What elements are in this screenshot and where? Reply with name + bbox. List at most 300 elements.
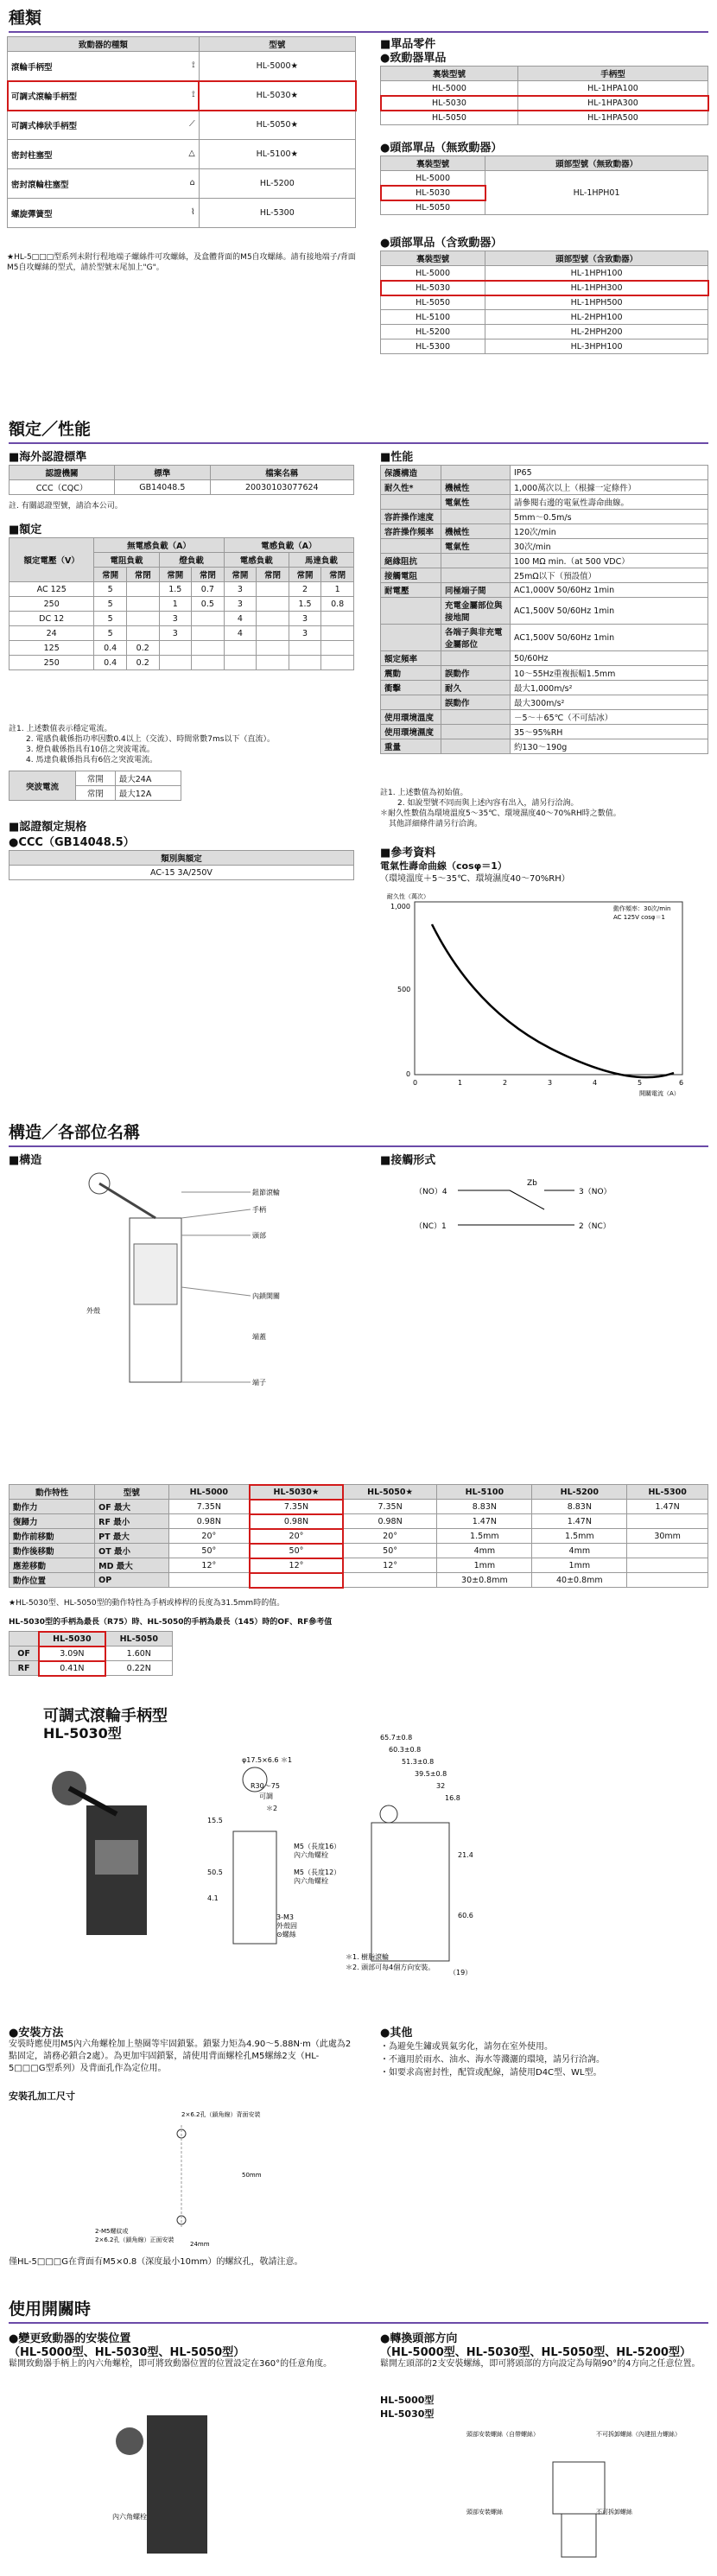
rating-col: 常閉 (321, 568, 354, 582)
install-title: ●安裝方法 (9, 2027, 64, 2040)
act-title: ●致動器單品 (380, 52, 447, 65)
contact-line (510, 1190, 544, 1209)
change-text: 鬆開致動器手柄上的內六角螺栓，即可將致動器位置的位置設定在360°的任意角度。 (9, 2359, 333, 2369)
types-row: 密封滾輪柱塞型 ⌂ (8, 169, 200, 199)
rating-cell (126, 582, 159, 597)
dim-val: 可調 (259, 1792, 273, 1800)
op-cell: 30±0.8mm (437, 1573, 532, 1588)
dim-val: 21.4 (458, 1851, 473, 1859)
label-terminal: 端子 (252, 1379, 266, 1386)
ref-cell: 1.60N (105, 1646, 172, 1661)
rating-cell: 250 (10, 656, 94, 670)
head2-table (380, 251, 708, 354)
dim-val: ⊙螺絲 (276, 1931, 296, 1938)
types-row: 密封柱塞型 △ (8, 140, 200, 169)
cert-cell: CCC（CQC） (10, 480, 115, 495)
hole-drawing (86, 2108, 276, 2255)
op-header: HL-5300 (627, 1485, 708, 1500)
ref-cell: 3.09N (39, 1646, 105, 1661)
dim-note: ＊2. 頭部可每4個方向安裝。 (346, 1964, 435, 1971)
side-roller (380, 1805, 397, 1823)
head1-cell: HL-5030 (381, 186, 485, 200)
other-item: ・不適用於雨水、油水、海水等濺灑的環境，請另行洽詢。 (380, 2055, 605, 2065)
cert-cell: GB14048.5 (115, 480, 211, 495)
op-cell: 動作後移動 (10, 1544, 95, 1558)
rotate-m1: HL-5000型 (380, 2395, 435, 2406)
perf-sub (441, 554, 511, 568)
rating-cell: 5 (94, 612, 127, 626)
section-rated: 額定／性能 (9, 416, 708, 444)
types-header-1: 致動器的種類 (8, 37, 200, 52)
head1-h2: 頭部型號（無致動器） (485, 156, 708, 171)
rating-cell: 250 (10, 597, 94, 612)
rating-col: 常閉 (192, 568, 225, 582)
perf-val: AC1,500V 50/60Hz 1min (511, 625, 708, 651)
other-list (380, 2040, 708, 2079)
head1-h1: 裏裝型號 (381, 156, 485, 171)
op-cell: 1.47N (437, 1514, 532, 1529)
op-cell (343, 1573, 437, 1588)
types-model: HL-5030★ (199, 81, 355, 111)
perf-item (381, 495, 441, 510)
rating-h: 電感負載（A） (224, 538, 353, 553)
head2-cell: HL-1HPH500 (485, 295, 708, 310)
inrush-h: 突波電流 (10, 771, 76, 801)
dim-val: 內六角螺栓 (294, 1877, 328, 1885)
dim-val: 內六角螺栓 (294, 1851, 328, 1859)
op-cell: 7.35N (168, 1500, 250, 1514)
dim-val: 60.6 (458, 1912, 473, 1919)
op-cell (627, 1558, 708, 1573)
head2-cell: HL-3HPH100 (485, 339, 708, 354)
rating-cell (192, 626, 225, 641)
op-cell: 1.5mm (532, 1529, 627, 1544)
head1-title: ●頭部單品（無致動器） (380, 142, 503, 155)
rating-cell: 4 (224, 612, 257, 626)
perf-sub: 機械性 (441, 524, 511, 539)
rating-cell: 24 (10, 626, 94, 641)
head2-cell: HL-1HPH300 (485, 281, 708, 295)
label-cover: 端蓋 (252, 1333, 266, 1341)
perf-val: AC1,500V 50/60Hz 1min (511, 598, 708, 625)
rating-cell (257, 656, 289, 670)
perf-sub: 電氣性 (441, 539, 511, 554)
perf-val: 100 MΩ min.（at 500 VDC） (511, 554, 708, 568)
op-cell: 動作前移動 (10, 1529, 95, 1544)
op-cell: 4mm (532, 1544, 627, 1558)
op-cell: 50° (250, 1544, 344, 1558)
perf-item (381, 598, 441, 625)
structure-drawing (52, 1166, 311, 1408)
change-roller (116, 2427, 143, 2455)
curve-xt: 5 (638, 1079, 643, 1087)
perf-sub (441, 710, 511, 725)
curve-xt: 2 (503, 1079, 508, 1087)
curve-xt: 3 (548, 1079, 553, 1087)
dim-val: 3-M3 (276, 1913, 294, 1921)
op-cell (627, 1573, 708, 1588)
perf-sub (441, 725, 511, 739)
curve-frame (415, 902, 682, 1075)
perf-sub: 電氣性 (441, 495, 511, 510)
rating-sub: 馬達負載 (289, 553, 353, 568)
ccc-val: AC-15 3A/250V (10, 866, 354, 880)
rating-sub: 燈負載 (159, 553, 224, 568)
act-cell: HL-5000 (381, 81, 518, 96)
life-curve-line (432, 924, 674, 1077)
rating-cell (289, 656, 321, 670)
op-cell: 4mm (437, 1544, 532, 1558)
rating-cell: 3 (289, 626, 321, 641)
inrush-cell: 常開 (75, 771, 115, 786)
install-text: 安裝時應使用M5內六角螺栓加上墊圈等牢固鎖緊。鎖緊力矩為4.90～5.88N·m（此處為2點固定，請務必鎖合2處）。為更加牢固鎖緊，請使用背面螺栓孔M5螺絲2支（HL-5□□□G型系列）及背面孔作為定位用。 (9, 2040, 352, 2073)
perf-val: 10～55Hz重複振幅1.5mm (511, 666, 708, 681)
head2-cell: HL-1HPH100 (485, 266, 708, 281)
perf-sub: 充電金屬部位與接地間 (441, 598, 511, 625)
perf-note: 註1. 上述數值為初始值。 (380, 789, 468, 797)
op-header: HL-5000 (168, 1485, 250, 1500)
curve-title: ■參考資料 (380, 847, 436, 860)
op-note: ★HL-5030型、HL-5050型的動作特性為手柄或棒桿的長度為31.5mm時的值。 (9, 1599, 285, 1608)
perf-item: 使用環境溫度 (381, 710, 441, 725)
curve-ylabel: 耐久性（萬次） (387, 893, 429, 900)
head2-cell: HL-5100 (381, 310, 485, 325)
perf-sub: 誤動作 (441, 695, 511, 710)
rating-cell: 5 (94, 597, 127, 612)
install-text2: 僅HL-5□□□G在背面有M5×0.8（深度最小10mm）的螺紋孔，敬請注意。 (9, 2257, 303, 2267)
perf-sub (441, 466, 511, 480)
side-view (371, 1823, 449, 1961)
contact-title: ■接觸形式 (380, 1154, 436, 1167)
perf-title: ■性能 (380, 451, 414, 464)
perf-val: 120次/min (511, 524, 708, 539)
curve-xlabel: 開關電流（A） (639, 1090, 680, 1097)
inrush-cell: 最大24A (115, 771, 181, 786)
rotate-title: ●轉換頭部方向 (380, 2332, 458, 2345)
perf-item: 額定頻率 (381, 651, 441, 666)
rating-cell: 3 (224, 597, 257, 612)
cert-table (9, 465, 354, 495)
inrush-cell: 常閉 (75, 786, 115, 801)
op-cell: 8.83N (437, 1500, 532, 1514)
cert-h: 標準 (115, 466, 211, 480)
op-cell (168, 1573, 250, 1588)
cert-h: 認證機關 (10, 466, 115, 480)
op-cell: 50° (343, 1544, 437, 1558)
ref-h: HL-5030 (39, 1632, 105, 1646)
section-usage: 使用開關時 (9, 2296, 708, 2324)
curve-legend1: 動作頻率：30次/min (613, 905, 671, 912)
op-cell (250, 1573, 344, 1588)
head1-cell: HL-5050 (381, 200, 485, 215)
rating-col: 常開 (159, 568, 192, 582)
rating-cell (321, 656, 354, 670)
op-cell: MD 最大 (95, 1558, 168, 1573)
rating-cell: 5 (94, 626, 127, 641)
perf-sub (441, 651, 511, 666)
op-header: HL-5100 (437, 1485, 532, 1500)
ccc-sub: ●CCC（GB14048.5） (9, 836, 135, 849)
dim-val: ＊2 (266, 1805, 278, 1812)
head2-cell: HL-2HPH100 (485, 310, 708, 325)
curve-xticks (413, 1079, 683, 1087)
perf-item: 保護構造 (381, 466, 441, 480)
op-cell: 0.98N (343, 1514, 437, 1529)
rating-note: 4. 馬達負載係指具有6倍之突波電流。 (26, 756, 158, 765)
op-cell: 12° (168, 1558, 250, 1573)
hole-label: 24mm (190, 2241, 210, 2248)
curve-yt: 500 (397, 986, 411, 993)
contact-zb: Zb (527, 1179, 537, 1188)
rating-cell: 0.4 (94, 641, 127, 656)
head2-h1: 裏裝型號 (381, 251, 485, 266)
act-cell: HL-5050 (381, 111, 518, 125)
op-cell: 50° (168, 1544, 250, 1558)
rating-note: 3. 燈負載係指具有10倍之突波電流。 (26, 746, 155, 754)
ref-cell: 0.22N (105, 1661, 172, 1676)
perf-sub (441, 568, 511, 583)
rating-sub: 電感負載 (224, 553, 289, 568)
rating-note: 註1. 上述數值表示穩定電流。 (9, 725, 112, 733)
rating-cell (224, 656, 257, 670)
rating-cell (126, 612, 159, 626)
rating-cell: 125 (10, 641, 94, 656)
rating-cell: 1.5 (289, 597, 321, 612)
rating-sub: 電阻負載 (94, 553, 159, 568)
rating-notes (9, 724, 354, 765)
perf-notes (380, 788, 708, 829)
perf-val: 35～95%RH (511, 725, 708, 739)
contact-nc2: 2（NC） (579, 1222, 611, 1231)
types-row-highlight: 可調式滾輪手柄型 ⟟ (8, 81, 200, 111)
op-table (9, 1484, 708, 1588)
rating-cell: 0.4 (94, 656, 127, 670)
op-cell: 0.98N (168, 1514, 250, 1529)
op-cell: 7.35N (250, 1500, 344, 1514)
rating-col: 常開 (224, 568, 257, 582)
op-cell: 動作力 (10, 1500, 95, 1514)
curve-legend2: AC 125V cosφ＝1 (613, 914, 666, 921)
perf-item: 重量 (381, 739, 441, 754)
op-cell (627, 1514, 708, 1529)
rating-cell (321, 626, 354, 641)
op-header: 動作特性 (10, 1485, 95, 1500)
other-item: ・為避免生鏽或異氣劣化，請勿在室外使用。 (380, 2042, 553, 2052)
photo-label (95, 1840, 138, 1875)
perf-val: 最大300m/s² (511, 695, 708, 710)
rotate-label: 頭部安裝螺絲 (466, 2509, 503, 2516)
rating-cell (257, 626, 289, 641)
perf-val: 1,000萬次以上（根據一定條件） (511, 480, 708, 495)
perf-sub: 誤動作 (441, 666, 511, 681)
dim-val: 外殼固 (276, 1922, 297, 1930)
types-model: HL-5100★ (199, 140, 355, 169)
product-photo (43, 1754, 207, 1952)
hole-label: 50mm (242, 2172, 262, 2179)
rating-title: ■額定 (9, 523, 42, 536)
dim-model: HL-5030型 (43, 1725, 122, 1742)
curve-xt: 6 (679, 1079, 684, 1087)
perf-item (381, 625, 441, 651)
perf-sub: 各端子與非充電金屬部位 (441, 625, 511, 651)
life-curve-chart (380, 890, 708, 1097)
perf-item: 震動 (381, 666, 441, 681)
rating-cell: 0.7 (192, 582, 225, 597)
rating-cell (289, 641, 321, 656)
op-cell: 12° (250, 1558, 344, 1573)
op-cell: 1.5mm (437, 1529, 532, 1544)
other-title: ●其他 (380, 2027, 413, 2040)
ref-cell: 0.41N (39, 1661, 105, 1676)
perf-sub: 同極端子間 (441, 583, 511, 598)
perf-note: ＊耐久性數值為環境溫度5～35℃、環境濕度40～70%RH時之數值。 (380, 809, 621, 818)
ccc-title: ■認證額定規格 (9, 821, 87, 834)
rotate-m2: HL-5030型 (380, 2408, 435, 2420)
ref-h (10, 1632, 39, 1646)
act-cell: HL-5030 (381, 96, 518, 111)
rating-cell (257, 597, 289, 612)
curve-xt: 0 (413, 1079, 418, 1087)
act-cell: HL-1HPA500 (517, 111, 707, 125)
perf-val: 最大1,000m/s² (511, 681, 708, 695)
hole-label: 2-M5螺紋或 (95, 2228, 129, 2235)
curve-xt: 4 (593, 1079, 598, 1087)
leader-line (181, 1287, 251, 1296)
dim-val: M5（長度12） (294, 1869, 341, 1876)
rating-cell: AC 125 (10, 582, 94, 597)
parts-title: ■單品零件 (380, 38, 436, 51)
ccc-h: 類別與額定 (10, 851, 354, 866)
rating-cell (192, 612, 225, 626)
rating-cell (257, 641, 289, 656)
cert-note: 註. 有關認證型號，請洽本公司。 (9, 502, 123, 511)
op-header: HL-5030★ (250, 1485, 344, 1500)
ref-table (9, 1631, 173, 1676)
dim-val: M5（長度16） (294, 1843, 341, 1850)
op-header: HL-5050★ (343, 1485, 437, 1500)
perf-val: IP65 (511, 466, 708, 480)
cert-h: 檔案名稱 (210, 466, 353, 480)
types-header-2: 型號 (199, 37, 355, 52)
rotate-label: 頭部安裝螺絲（自帶螺絲） (466, 2431, 539, 2438)
rating-cell: 3 (289, 612, 321, 626)
act-cell: HL-1HPA300 (517, 96, 707, 111)
dim-val: 15.5 (207, 1817, 223, 1824)
ref-title: HL-5030型的手柄為最長（R75）時、HL-5050的手柄為最長（145）時的OF、RF參考值 (9, 1618, 333, 1627)
types-model: HL-5000★ (199, 52, 355, 81)
perf-val: 請參閱右邊的電氣性壽命曲線。 (511, 495, 708, 510)
contact-nc1: （NC）1 (415, 1222, 447, 1231)
perf-val: 5mm～0.5m/s (511, 510, 708, 524)
rating-cell: 1.5 (159, 582, 192, 597)
curve-yt: 1,000 (390, 903, 410, 910)
rotate-drawing (466, 2419, 708, 2566)
op-cell: 8.83N (532, 1500, 627, 1514)
op-cell: 12° (343, 1558, 437, 1573)
op-cell: RF 最小 (95, 1514, 168, 1529)
types-model: HL-5200 (199, 169, 355, 199)
inner-switch (134, 1244, 177, 1304)
curve-yt: 0 (406, 1070, 411, 1078)
op-cell: 應差移動 (10, 1558, 95, 1573)
act-h1: 裏裝型號 (381, 67, 518, 81)
op-cell: 20° (168, 1529, 250, 1544)
op-cell: 20° (343, 1529, 437, 1544)
rating-cell: 0.2 (126, 641, 159, 656)
act-h2: 手柄型 (517, 67, 707, 81)
cert-cell: 2003010307​7624 (210, 480, 353, 495)
op-cell: 30mm (627, 1529, 708, 1544)
dim-val: 65.7±0.8 (380, 1734, 413, 1742)
change-bolt-label: 內六角螺栓 (112, 2513, 147, 2521)
head1-cell: HL-5000 (381, 171, 485, 186)
dim-val: R30～75 (251, 1782, 280, 1790)
types-row: 螺旋彈簧型 ⌇ (8, 199, 200, 228)
rating-cell (192, 656, 225, 670)
op-cell: OT 最小 (95, 1544, 168, 1558)
label-head: 頭部 (252, 1232, 266, 1240)
ref-row: RF (10, 1661, 39, 1676)
types-table (7, 36, 356, 228)
perf-val: 約130～190g (511, 739, 708, 754)
op-cell: 7.35N (343, 1500, 437, 1514)
cert-title: ■海外認證標準 (9, 451, 87, 464)
op-cell: 20° (250, 1529, 344, 1544)
rating-cell (257, 612, 289, 626)
contact-no4: （NO）4 (415, 1188, 447, 1196)
op-cell: 復歸力 (10, 1514, 95, 1529)
op-cell: 1.47N (532, 1514, 627, 1529)
types-model: HL-5050★ (199, 111, 355, 140)
dim-val: 32 (436, 1782, 446, 1790)
change-title: ●變更致動器的安裝位置 (9, 2332, 131, 2345)
op-cell: PT 最大 (95, 1529, 168, 1544)
inrush-table (9, 771, 181, 801)
perf-sub (441, 739, 511, 754)
op-cell: 1.47N (627, 1500, 708, 1514)
change-photo (112, 2389, 251, 2562)
op-cell: 1mm (532, 1558, 627, 1573)
head2-cell: HL-5030 (381, 281, 485, 295)
rating-cell (321, 612, 354, 626)
label-roller: 鈕節滾輪 (252, 1189, 280, 1196)
curve-cond: （環境溫度＋5～35℃、環境濕度40～70%RH） (380, 874, 570, 884)
op-cell: 40±0.8mm (532, 1573, 627, 1588)
perf-table (380, 465, 708, 754)
perf-item: 容許操作速度 (381, 510, 441, 524)
op-header: HL-5200 (532, 1485, 627, 1500)
contact-diagram (415, 1175, 639, 1253)
leader-line (181, 1209, 251, 1218)
rating-cell (126, 626, 159, 641)
body-outline (562, 2514, 596, 2557)
op-cell: 1mm (437, 1558, 532, 1573)
lever-arm (99, 1183, 155, 1218)
rating-col: 常開 (94, 568, 127, 582)
perf-val: 50/60Hz (511, 651, 708, 666)
op-header: 型號 (95, 1485, 168, 1500)
head2-cell: HL-5300 (381, 339, 485, 354)
dimension-drawing (207, 1728, 708, 2004)
structure-title: ■構造 (9, 1154, 42, 1167)
curve-sub: 電氣性壽命曲線（cosφ＝1） (380, 860, 507, 872)
perf-val: 30次/min (511, 539, 708, 554)
head2-cell: HL-2HPH200 (485, 325, 708, 339)
perf-val: AC1,000V 50/60Hz 1min (511, 583, 708, 598)
rating-cell: 5 (94, 582, 127, 597)
rating-col: 常閉 (126, 568, 159, 582)
rating-cell: 3 (224, 582, 257, 597)
